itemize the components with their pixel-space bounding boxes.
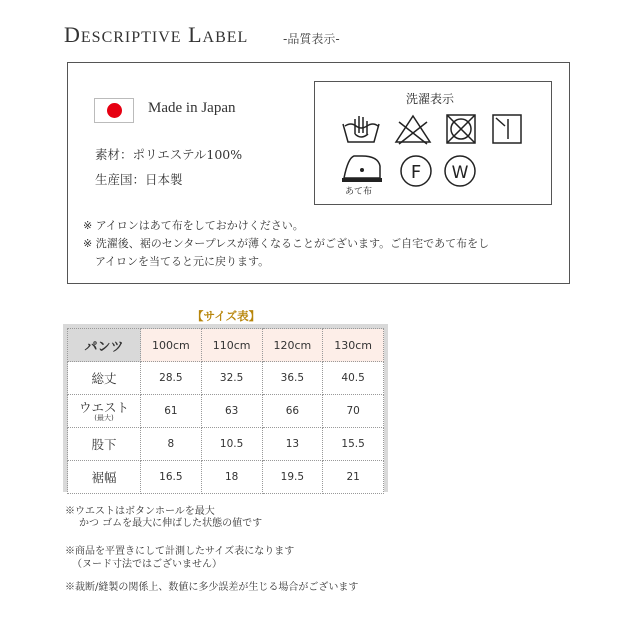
size-header: 120cm [262, 329, 323, 362]
table-cell: 70 [323, 395, 384, 428]
no-tumble-dry-icon [447, 115, 475, 143]
page-title: DESCRIPTIVE LABEL [64, 22, 249, 47]
row-label-main: ウエスト [78, 399, 129, 415]
row-label-sub: (最大) [94, 413, 114, 422]
care-symbols [340, 112, 540, 198]
table-row [68, 428, 384, 461]
footnote: （ヌード寸法ではございません） [72, 559, 222, 570]
table-cell: 63 [201, 395, 262, 428]
row-label [68, 395, 141, 428]
table-cell: 28.5 [141, 362, 202, 395]
table-corner-label: パンツ [68, 329, 141, 362]
material-text: 素材：ポリエステル100% [95, 147, 243, 162]
size-header: 100cm [141, 329, 202, 362]
dry-clean-letter: F [410, 162, 422, 183]
footnote: ※裁断/縫製の関係上、数値に多少誤差が生じる場合がございます [65, 582, 359, 593]
care-title: 洗濯表示 [406, 92, 455, 106]
professional-dry-clean-f-icon [401, 156, 431, 186]
row-label: 股下 [68, 428, 141, 461]
size-header: 110cm [201, 329, 262, 362]
page-subtitle: -品質表示- [283, 32, 340, 46]
table-cell: 13 [262, 428, 323, 461]
hand-wash-icon [343, 116, 379, 142]
table-cell: 19.5 [262, 461, 323, 494]
footnote: ※商品を平置きにして計測したサイズ表になります [65, 546, 295, 557]
no-bleach-icon [396, 116, 430, 144]
table-row [68, 461, 384, 494]
professional-wet-clean-w-icon [445, 156, 475, 186]
table-cell: 40.5 [323, 362, 384, 395]
table-row [68, 362, 384, 395]
table-cell: 36.5 [262, 362, 323, 395]
size-table-title: 【サイズ表】 [192, 309, 261, 323]
table-header-row [68, 329, 384, 362]
table-cell: 18 [201, 461, 262, 494]
iron-caption: あて布 [345, 187, 373, 197]
care-note: アイロンを当てると元に戻ります。 [95, 255, 270, 268]
table-cell: 15.5 [323, 428, 384, 461]
row-label: 総丈 [68, 362, 141, 395]
row-label: 裾幅 [68, 461, 141, 494]
table-cell: 10.5 [201, 428, 262, 461]
wet-clean-letter: W [451, 163, 469, 183]
table-cell: 61 [141, 395, 202, 428]
japan-flag-icon [94, 98, 134, 123]
table-cell: 32.5 [201, 362, 262, 395]
footnote: ※ウエストはボタンホールを最大 [65, 506, 215, 517]
line-dry-icon [493, 115, 521, 143]
made-in-text: Made in Japan [148, 100, 236, 116]
care-note: ※ 洗濯後、裾のセンタープレスが薄くなることがございます。ご自宅であて布をし [83, 237, 490, 250]
table-cell: 21 [323, 461, 384, 494]
size-table [67, 328, 384, 494]
size-table-frame [63, 324, 388, 492]
care-note: ※ アイロンはあて布をしておかけください。 [83, 219, 304, 232]
iron-low-with-cloth-icon [342, 156, 382, 180]
origin-text: 生産国：日本製 [95, 172, 183, 187]
table-cell: 8 [141, 428, 202, 461]
table-cell: 66 [262, 395, 323, 428]
footnote: かつ ゴムを最大に伸ばした状態の値です [79, 518, 263, 529]
size-header: 130cm [323, 329, 384, 362]
table-row [68, 395, 384, 428]
table-cell: 16.5 [141, 461, 202, 494]
